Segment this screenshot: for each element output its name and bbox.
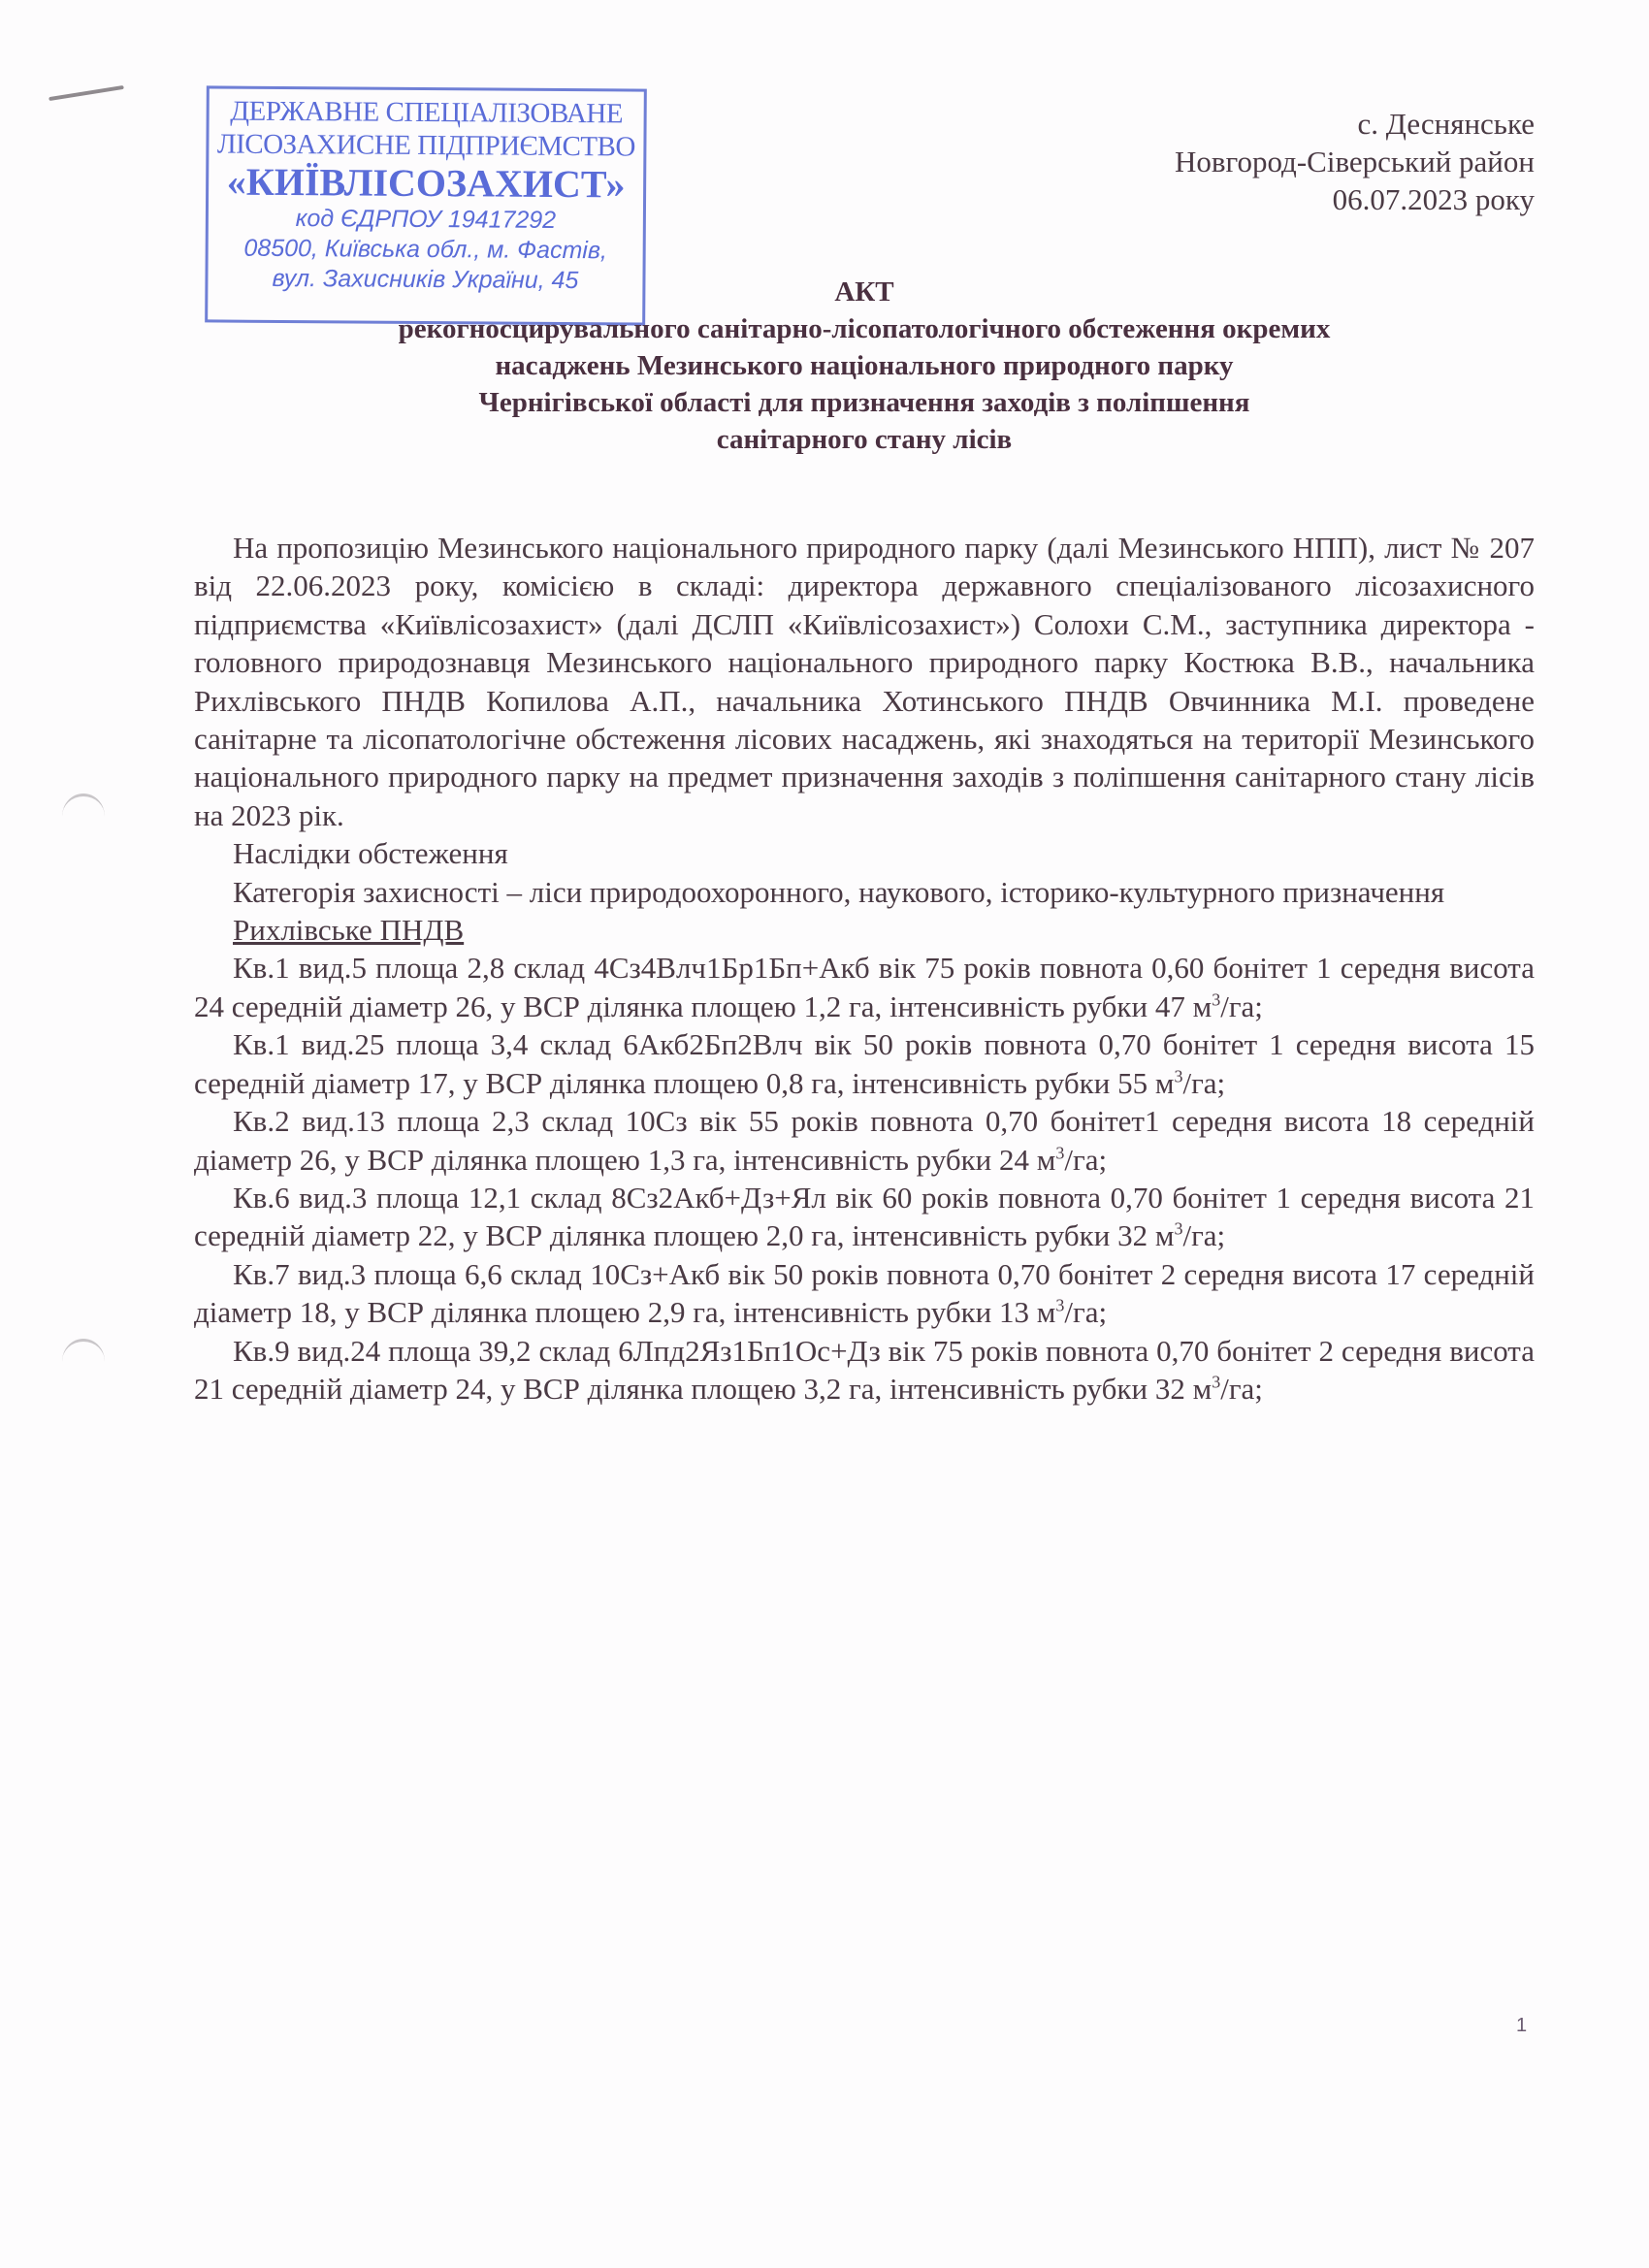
stamp-organization-name: «КИЇВЛІСОЗАХИСТ» [226, 159, 626, 207]
binder-hole-mark [62, 1339, 105, 1384]
stand-entry: Кв.2 вид.13 площа 2,3 склад 10Сз вік 55 років повнота 0,70 бонітет1 середня висота 18 середній діаметр 26, у ВСР ділянка площею 1,3 га, інтенсивність рубки 24 $м^3/га$; [194, 1104, 1535, 1177]
title-line: насаджень Мезинського національного природного парку [495, 350, 1234, 381]
stamp-address-line: вул. Захисників України, 45 [272, 264, 579, 295]
stand-entry: Кв.1 вид.5 площа 2,8 склад 4Сз4Влч1Бр1Бп+Акб вік 75 років повнота 0,60 бонітет 1 середня висота 24 середній діаметр 26, у ВСР ділянка площею 1,2 га, інтенсивність рубки 47 $м^3/га$; [194, 951, 1535, 1023]
scan-pen-mark [48, 85, 124, 101]
title-line: санітарного стану лісів [716, 424, 1013, 455]
stamp-line: ЛІСОЗАХИСНЕ ПІДПРИЄМСТВО [216, 128, 635, 163]
intro-paragraph: На пропозицію Мезинського національного природного парку (далі Мезинського НПП), лист № 207 від 22.06.2023 року, комісією в складі: директора державного спеціалізованого лісозахисного підприємства «Київлісозахист» (далі ДСЛП «Київлісозахист») Солохи С.М., заступника директора - головного природознавця Мезинського національного природного парку Костюка В.В., начальника Рихлівського ПНДВ Копилова А.П., начальника Хотинського ПНДВ Овчинника М.І. проведене санітарне та лісопатологічне обстеження лісових насаджень, які знаходяться на території Мезинського національного природного парку на предмет призначення заходів з поліпшення санітарного стану лісів на 2023 рік. [194, 531, 1535, 832]
binder-hole-mark [62, 794, 105, 839]
page-number: 1 [1516, 2015, 1528, 2036]
results-heading: Наслідки обстеження [233, 836, 508, 871]
district-name: Новгород-Сіверський район [1174, 145, 1535, 178]
document-body [194, 529, 1535, 1408]
village-name: с. Деснянське [1357, 107, 1535, 141]
place-and-date [1175, 105, 1535, 218]
stand-entry: Кв.9 вид.24 площа 39,2 склад 6Лпд2Яз1Бп1Ос+Дз вік 75 років повнота 0,70 бонітет 2 середня висота 21 середній діаметр 24, у ВСР ділянка площею 3,2 га, інтенсивність рубки 32 $м^3/га$; [194, 1333, 1535, 1406]
document-date: 06.07.2023 року [1332, 182, 1535, 216]
stand-entry: Кв.7 вид.3 площа 6,6 склад 10Сз+Акб вік 50 років повнота 0,70 бонітет 2 середня висота 17 середній діаметр 18, у ВСР ділянка площею 2,9 га, інтенсивність рубки 13 $м^3/га$; [194, 1256, 1535, 1330]
stand-entry: Кв.1 вид.25 площа 3,4 склад 6Акб2Бп2Влч вік 50 років повнота 0,70 бонітет 1 середня висота 15 середній діаметр 17, у ВСР ділянка площею 0,8 га, інтенсивність рубки 55 $м^3/га$; [194, 1027, 1535, 1100]
title-akt: АКТ [834, 276, 894, 308]
document-title [194, 274, 1535, 458]
title-line: Чернігівської області для призначення заходів з поліпшення [478, 387, 1250, 418]
stamp-line: ДЕРЖАВНЕ СПЕЦІАЛІЗОВАНЕ [230, 95, 624, 130]
stand-entry: Кв.6 вид.3 площа 12,1 склад 8Сз2Акб+Дз+Ял вік 60 років повнота 0,70 бонітет 1 середня висота 21 середній діаметр 22, у ВСР ділянка площею 2,0 га, інтенсивність рубки 32 $м^3/га$; [194, 1180, 1535, 1253]
section-heading: Рихлівське ПНДВ [233, 913, 465, 948]
title-line: рекогносцирувального санітарно-лісопатологічного обстеження окремих [398, 313, 1331, 344]
protection-category: Категорія захисності – ліси природоохоронного, наукового, історико-культурного призначення [233, 874, 1445, 909]
stamp-address-line: 08500, Київська обл., м. Фастів, [243, 234, 607, 265]
stamp-edrpou-code: код ЄДРПОУ 19417292 [295, 205, 557, 234]
